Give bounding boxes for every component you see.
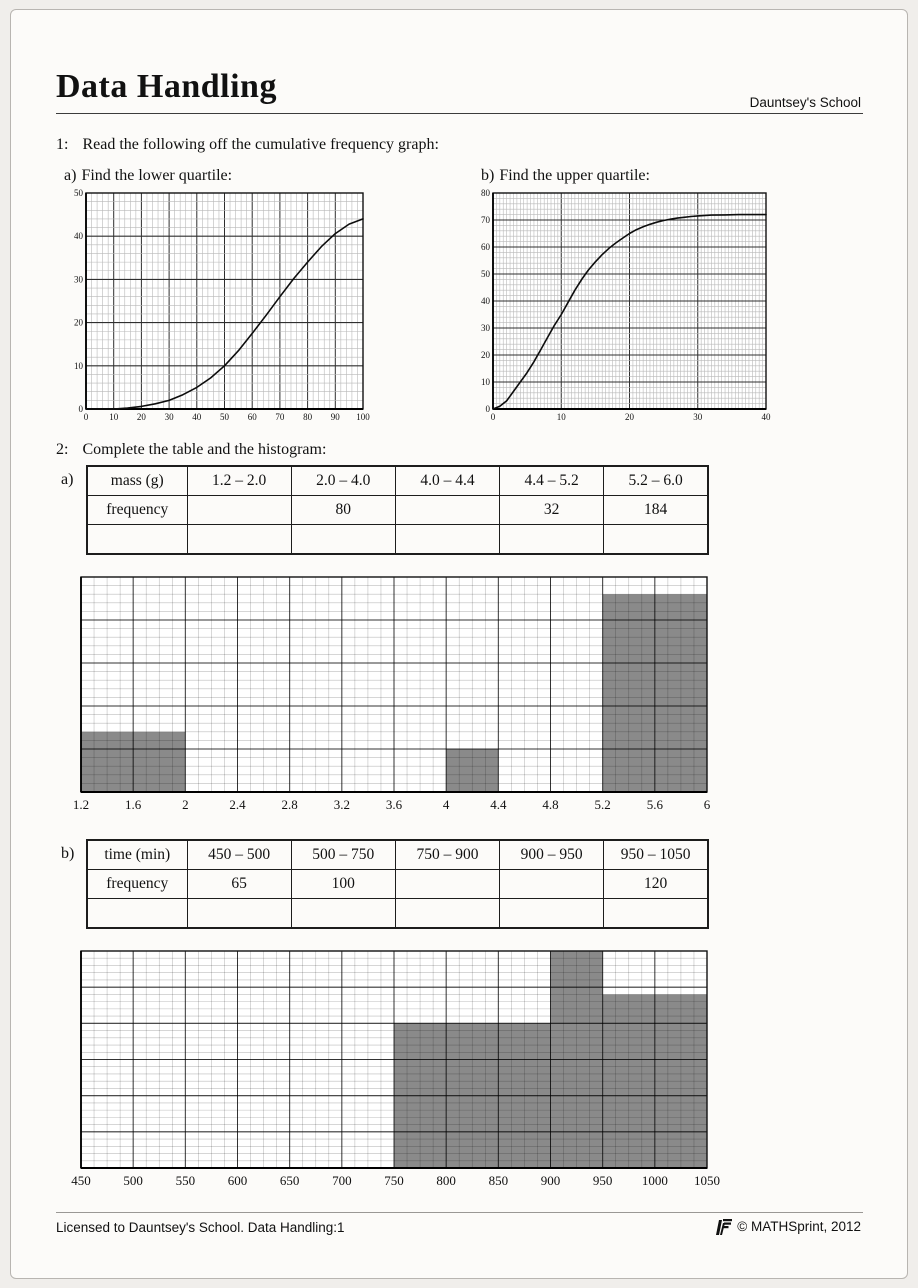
svg-text:4: 4 — [442, 797, 450, 812]
part-b-letter: b) — [481, 167, 495, 184]
table-header-cell: time (min) — [87, 840, 187, 870]
time-histogram — [67, 947, 721, 1190]
part-a-letter: a) — [64, 167, 77, 184]
footer-copyright-text: © MATHSprint, 2012 — [737, 1218, 861, 1234]
table-row — [87, 496, 708, 525]
svg-text:800: 800 — [436, 1173, 456, 1188]
svg-text:950: 950 — [592, 1173, 613, 1188]
svg-text:500: 500 — [123, 1173, 143, 1188]
mass-frequency-table — [86, 465, 709, 555]
svg-text:10: 10 — [74, 360, 83, 371]
table-cell: 4.4 – 5.2 — [500, 466, 604, 496]
question-2 — [56, 441, 326, 459]
table-cell: 184 — [604, 496, 708, 525]
table-empty-cell — [395, 525, 499, 555]
table-empty-cell — [87, 525, 187, 555]
svg-text:2.8: 2.8 — [281, 797, 298, 812]
svg-text:5.6: 5.6 — [646, 797, 663, 812]
table-empty-cell — [500, 899, 604, 929]
svg-text:1000: 1000 — [641, 1173, 668, 1188]
svg-text:40: 40 — [74, 231, 83, 242]
svg-text:700: 700 — [332, 1173, 352, 1188]
table-header-cell: frequency — [87, 496, 187, 525]
svg-text:20: 20 — [481, 350, 490, 360]
time-frequency-table — [86, 839, 709, 929]
svg-text:4.8: 4.8 — [542, 797, 559, 812]
svg-text:1.2: 1.2 — [72, 797, 90, 812]
svg-text:450: 450 — [71, 1173, 91, 1188]
table-empty-cell — [604, 525, 708, 555]
svg-text:70: 70 — [275, 412, 285, 422]
table-cell: 1.2 – 2.0 — [187, 466, 291, 496]
table-cell: 100 — [291, 870, 395, 899]
part-b-prompt: Find the upper quartile: — [499, 167, 650, 184]
school-name: Dauntsey's School — [749, 95, 861, 110]
svg-text:10: 10 — [481, 377, 490, 387]
svg-text:900: 900 — [540, 1173, 561, 1188]
table-cell — [500, 870, 604, 899]
table-row — [87, 840, 708, 870]
svg-text:50: 50 — [481, 269, 490, 279]
svg-text:100: 100 — [356, 412, 370, 422]
worksheet-page — [10, 9, 908, 1279]
question-2-prompt: Complete the table and the histogram: — [82, 441, 327, 458]
question-1-prompt: Read the following off the cumulative frequency graph: — [82, 136, 439, 153]
table-empty-cell — [604, 899, 708, 929]
question-1-number: 1: — [56, 136, 69, 153]
footer-license-text: Licensed to Dauntsey's School. Data Handling:1 — [56, 1220, 345, 1235]
table-cell: 32 — [500, 496, 604, 525]
table-header-cell: frequency — [87, 870, 187, 899]
svg-text:20: 20 — [625, 412, 634, 422]
svg-text:30: 30 — [481, 323, 490, 333]
table-cell: 65 — [187, 870, 291, 899]
table-empty-cell — [187, 899, 291, 929]
svg-text:850: 850 — [488, 1173, 509, 1188]
svg-text:600: 600 — [227, 1173, 248, 1188]
cumulative-frequency-graph-b — [469, 187, 774, 425]
header-rule — [56, 113, 863, 114]
table-cell: 2.0 – 4.0 — [291, 466, 395, 496]
table-header-cell: mass (g) — [87, 466, 187, 496]
svg-text:60: 60 — [247, 412, 257, 422]
svg-text:90: 90 — [330, 412, 340, 422]
table-cell: 4.0 – 4.4 — [395, 466, 499, 496]
svg-text:30: 30 — [74, 274, 83, 285]
svg-text:70: 70 — [481, 215, 490, 225]
svg-text:10: 10 — [109, 412, 119, 422]
table-cell: 5.2 – 6.0 — [604, 466, 708, 496]
table-cell: 900 – 950 — [500, 840, 604, 870]
svg-text:20: 20 — [136, 412, 146, 422]
table-cell — [395, 870, 499, 899]
svg-text:50: 50 — [74, 188, 83, 198]
svg-text:750: 750 — [384, 1173, 404, 1188]
table-empty-cell — [87, 899, 187, 929]
svg-text:0: 0 — [485, 404, 490, 414]
svg-text:550: 550 — [175, 1173, 196, 1188]
table-cell: 450 – 500 — [187, 840, 291, 870]
svg-text:40: 40 — [192, 412, 202, 422]
mass-histogram — [67, 573, 721, 814]
footer-copyright — [714, 1216, 861, 1236]
svg-text:0: 0 — [490, 412, 496, 422]
table-row — [87, 525, 708, 555]
q1-part-b-label — [481, 167, 650, 185]
svg-text:20: 20 — [74, 317, 83, 328]
table-cell — [395, 496, 499, 525]
svg-text:0: 0 — [78, 404, 83, 414]
table-row — [87, 466, 708, 496]
table-cell: 120 — [604, 870, 708, 899]
svg-text:1050: 1050 — [694, 1173, 720, 1188]
part-a-prompt: Find the lower quartile: — [81, 167, 233, 184]
svg-text:80: 80 — [481, 188, 490, 198]
table-empty-cell — [291, 899, 395, 929]
page-title: Data Handling — [56, 68, 277, 105]
svg-text:2: 2 — [182, 797, 189, 812]
table-cell: 80 — [291, 496, 395, 525]
svg-text:30: 30 — [693, 412, 703, 422]
svg-text:0: 0 — [83, 412, 89, 422]
svg-text:6: 6 — [703, 797, 711, 812]
svg-text:60: 60 — [481, 242, 490, 252]
table-empty-cell — [395, 899, 499, 929]
svg-text:40: 40 — [481, 296, 490, 306]
svg-text:50: 50 — [220, 412, 229, 422]
svg-text:3.2: 3.2 — [333, 797, 350, 812]
svg-text:4.4: 4.4 — [490, 797, 507, 812]
table-row — [87, 870, 708, 899]
mathsprint-logo-icon — [714, 1216, 733, 1236]
table-empty-cell — [291, 525, 395, 555]
svg-text:1.6: 1.6 — [125, 797, 142, 812]
table-empty-cell — [500, 525, 604, 555]
svg-text:650: 650 — [279, 1173, 300, 1188]
table-row — [87, 899, 708, 929]
question-2-number: 2: — [56, 441, 69, 458]
table-cell: 750 – 900 — [395, 840, 499, 870]
svg-text:2.4: 2.4 — [229, 797, 246, 812]
svg-text:80: 80 — [303, 412, 313, 422]
table-cell: 950 – 1050 — [604, 840, 708, 870]
table-cell — [187, 496, 291, 525]
cumulative-frequency-graph-a — [62, 187, 371, 425]
svg-text:30: 30 — [164, 412, 174, 422]
svg-text:40: 40 — [761, 412, 771, 422]
question-1 — [56, 136, 439, 154]
svg-text:3.6: 3.6 — [385, 797, 403, 812]
table-empty-cell — [187, 525, 291, 555]
table-cell: 500 – 750 — [291, 840, 395, 870]
svg-text:10: 10 — [556, 412, 566, 422]
q2-part-a-letter: a) — [61, 471, 74, 488]
q1-part-a-label — [64, 167, 232, 185]
q2-part-b-letter: b) — [61, 845, 75, 862]
footer-rule — [56, 1212, 863, 1213]
svg-text:5.2: 5.2 — [594, 797, 611, 812]
